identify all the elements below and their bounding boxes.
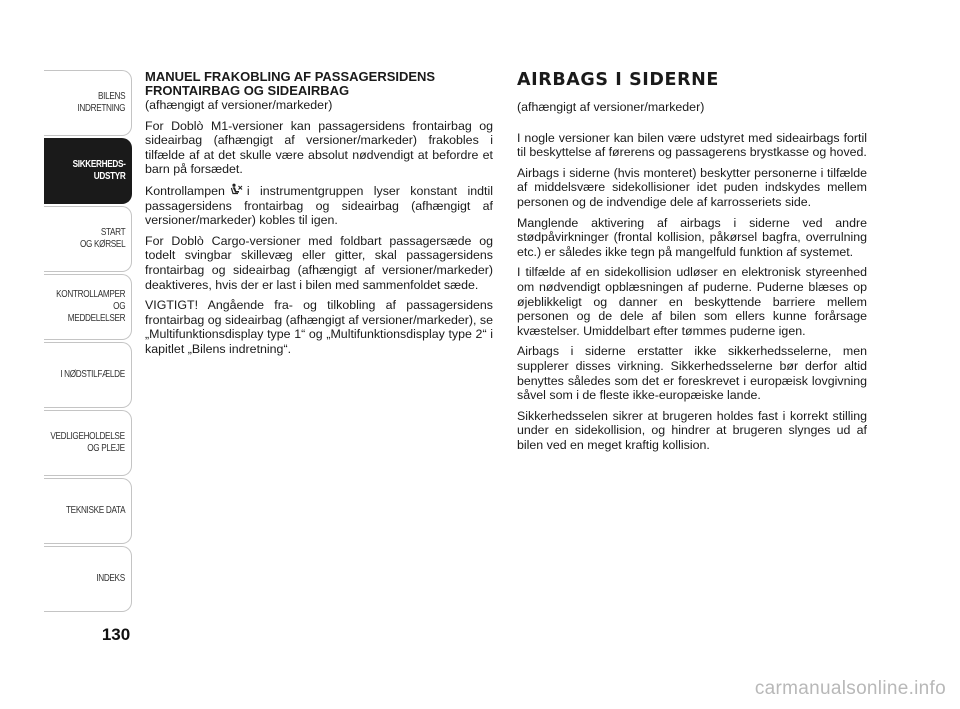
chapter-tabs [44,70,132,614]
page-number: 130 [101,625,131,644]
paragraph: Manglende aktivering af airbags i siderne ved andre stødpåvirkninger (frontal kollision, påkørsel bagfra, overrulning etc.) er således ikke tegn på mangelfuld funktion af systemet. [517,215,867,259]
tab-label: INDEKS [96,573,125,584]
paragraph: Sikkerhedsselen sikrer at brugeren holdes fast i korrekt stilling under en sidekollision, og hindrer at brugeren slynges ud af bilen ved en meget kraftig kollision. [517,408,867,452]
section-subheading: (afhængigt af versioner/markeder) [145,98,333,112]
tab-label: START OG KØRSEL [79,227,125,250]
paragraph: I tilfælde af en sidekollision udløser en elektronisk styreenhed om nødvendigt opblæsningen af puderne. Puderne blæses op øjeblikkeligt og danner en beskyttende barriere mellem personen og de dele af bilen som ellers kunne forårsage kvæstelser. Umiddelbart efter tømmes puderne igen. [517,265,867,338]
text: i instrumentgruppen lyser konstant indtil passagersidens frontairbag og sideairbag (afhængigt af versioner/markeder) kobles til igen. [145,183,493,228]
paragraph: VIGTIGT! Angående fra- og tilkobling af passagersidens frontairbag og sideairbag (afhængigt af versioner/markeder), se „Multifunktionsdisplay type 1“ og „Multifunktionsdisplay type 2“ i kapitlet „Bilens indretning“. [145,298,493,356]
passenger-airbag-off-icon [229,183,243,197]
tab-label: TEKNISKE DATA [65,505,125,516]
paragraph: For Doblò Cargo-versioner med foldbart passagersæde og todelt svingbar skillevæg eller gitter, skal passagersidens frontairbag og sideairbag (afhængigt af versioner/markeder) deaktiveres, hvis der er last i bilen med sammenfoldet sæde. [145,233,493,292]
paragraph: Airbags i siderne erstatter ikke sikkerhedsselerne, men supplerer disses virkning. Sikkerhedsselerne bør derfor altid benyttes således som det er foreskrevet i europæisk lovgivning såvel som i de fleste ikke-europæiske lande. [517,344,867,403]
right-column [517,70,867,458]
tab-label: I NØDSTILFÆLDE [60,369,125,380]
tab-i-nodstilfaelde[interactable] [44,342,132,408]
tab-label: KONTROLLAMPER OG MEDDELELSER [55,289,125,324]
tab-start-og-korsel[interactable] [44,206,132,272]
left-column [145,70,493,363]
tab-label: VEDLIGEHOLDELSE OG PLEJE [50,431,125,454]
tab-tekniske-data[interactable] [44,478,132,544]
paragraph: Airbags i siderne (hvis monteret) beskytter personerne i tilfælde af middelsvære sidekollisioner idet puden indskydes mellem personen og de indvendige dele af karrosseriets side. [517,165,867,209]
section-title: AIRBAGS I SIDERNE [517,70,719,90]
tab-bilens-indretning[interactable] [44,70,132,136]
tab-label: BILENS INDRETNING [77,91,125,114]
tab-kontrollamper[interactable] [44,274,132,340]
tab-label: SIKKERHEDS- UDSTYR [72,159,125,182]
watermark: carmanualsonline.info [754,678,946,699]
text: Kontrollampen [145,183,225,198]
tab-sikkerhedsudstyr[interactable] [44,138,132,204]
section-subtitle: (afhængigt af versioner/markeder) [517,100,705,114]
paragraph: For Doblò M1-versioner kan passagersidens frontairbag og sideairbag (afhængigt af versioner/markeder) frakobles i tilfælde af at det skulle være absolut nødvendigt at befordre et barn på forsædet. [145,118,493,177]
section-heading: MANUEL FRAKOBLING AF PASSAGERSIDENS FRONTAIRBAG OG SIDEAIRBAG [145,69,436,98]
tab-indeks[interactable] [44,546,132,612]
paragraph: I nogle versioner kan bilen være udstyret med sideairbags fortil til beskyttelse af førerens og passagerens brystkasse og hoved. [517,130,867,160]
paragraph-with-icon [145,183,493,228]
tab-vedligeholdelse[interactable] [44,410,132,476]
